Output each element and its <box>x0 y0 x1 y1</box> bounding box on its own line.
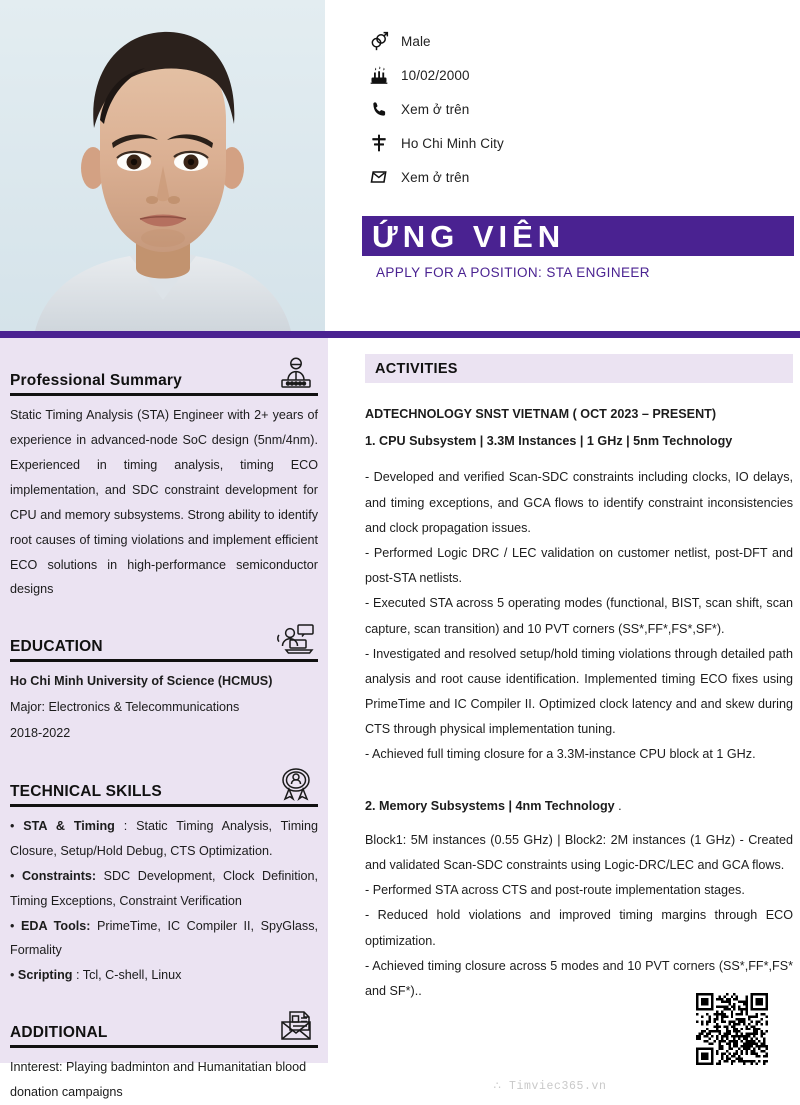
section-rule <box>10 1045 318 1048</box>
footer-watermark <box>0 1078 800 1093</box>
section-title-additional: ADDITIONAL <box>10 1024 108 1042</box>
activities-title: ACTIVITIES <box>375 360 458 377</box>
section-education <box>10 620 318 746</box>
activity-bullet: - Executed STA across 5 operating modes (functional, BIST, scan shift, scan capture, scan transition) and 10 PVT corners (SS*,FF*,FS*,SF*). <box>365 596 793 636</box>
activities-role-2 <box>365 794 793 819</box>
qr-code[interactable] <box>696 993 768 1065</box>
activity-bullet: - Achieved timing closure across 5 modes and 10 PVT corners (SS*,FF*,FS* and SF*).. <box>365 958 793 998</box>
contact-value-gender: Male <box>401 33 431 49</box>
birthday-icon <box>368 64 390 86</box>
activities-header <box>365 354 793 383</box>
education-icon <box>274 620 318 656</box>
section-title-education: EDUCATION <box>10 638 103 656</box>
candidate-banner <box>362 216 794 256</box>
skill-label: EDA Tools: <box>20 918 91 933</box>
skill-label: STA & Timing <box>23 818 115 833</box>
email-icon <box>368 166 390 188</box>
skill-value: SDC Development, Clock Definition, Timing Exceptions, Constraint Verification <box>10 868 318 908</box>
sidebar <box>0 338 328 1100</box>
contact-value-birthday: 10/02/2000 <box>401 67 470 83</box>
skill-label: Constraints: <box>21 868 97 883</box>
section-rule <box>10 393 318 396</box>
activity-bullet: - Performed Logic DRC / LEC validation on customer netlist, post-DFT and post-STA netlists. <box>365 545 793 586</box>
skill-sep: : <box>114 818 137 833</box>
skill-sep: : <box>72 968 83 983</box>
contact-row-address <box>368 126 788 160</box>
profile-icon <box>274 354 318 390</box>
activity-bullet: - Achieved full timing closure for a 3.3M-instance CPU block at 1 GHz. <box>365 747 756 762</box>
section-title-technical-skills: TECHNICAL SKILLS <box>10 782 162 800</box>
section-gap <box>365 768 793 794</box>
activity-bullet: - Investigated and resolved setup/hold timing violations through detailed path analysis and root cause identification. Implemented timing ECO fixes using PrimeTime and IC Compiler II. Optimized clock latency and and skew during CTS through physical implementation tuning. <box>365 646 793 737</box>
contact-row-gender <box>368 24 788 58</box>
position-subtitle: APPLY FOR A POSITION: STA ENGINEER <box>376 265 650 280</box>
award-icon <box>274 765 318 801</box>
section-rule <box>10 804 318 807</box>
activity-bullet: Block1: 5M instances (0.55 GHz) | Block2: 2M instances (1 GHz) - Created and validated Scan-SDC constraints using Logic-DRC/LEC and GCA flows. <box>365 832 793 872</box>
skill-item: • EDA Tools: PrimeTime, IC Compiler II, SpyGlass, Formality <box>10 918 318 958</box>
skill-label: Scripting <box>17 968 73 983</box>
address-icon <box>368 132 390 154</box>
education-years: 2018-2022 <box>10 726 71 740</box>
skill-item: • STA & Timing : Static Timing Analysis, Timing Closure, Setup/Hold Debug, CTS Optimization. <box>10 818 318 858</box>
contact-list <box>368 24 788 194</box>
activity-bullet: - Performed STA across CTS and post-route implementation stages. <box>365 883 745 898</box>
contact-value-phone: Xem ở trên <box>401 101 470 117</box>
contact-row-phone <box>368 92 788 126</box>
skill-value: PrimeTime, IC Compiler II, SpyGlass, Formality <box>10 918 318 958</box>
skill-value: Static Timing Analysis, Timing Closure, Setup/Hold Debug, CTS Optimization. <box>10 818 318 858</box>
activities-role-2-label: 2. Memory Subsystems | 4nm Technology <box>365 798 615 813</box>
candidate-photo <box>0 0 325 331</box>
activities-role-2-suffix: . <box>614 798 622 813</box>
education-major: Major: Electronics & Telecommunications <box>10 700 240 715</box>
skill-item: • Constraints: SDC Development, Clock Definition, Timing Exceptions, Constraint Verification <box>10 868 318 908</box>
contact-row-email <box>368 160 788 194</box>
section-rule <box>10 659 318 662</box>
contact-row-birthday <box>368 58 788 92</box>
section-professional-summary <box>10 354 318 602</box>
activities-company: ADTECHNOLOGY SNST VIETNAM ( OCT 2023 – PRESENT) <box>365 407 717 421</box>
mail-icon <box>274 1006 318 1042</box>
activity-bullet: - Reduced hold violations and improved timing margins through ECO optimization. <box>365 908 793 948</box>
activities-column <box>365 354 793 1004</box>
additional-text: Innterest: Playing badminton and Humanitatian blood donation campaigns <box>10 1060 307 1100</box>
activities-body <box>365 402 793 1004</box>
activities-role-1: 1. CPU Subsystem | 3.3M Instances | 1 GHz | 5nm Technology <box>365 434 733 449</box>
skill-sep <box>96 869 104 883</box>
skill-item: • Scripting : Tcl, C-shell, Linux <box>10 968 182 983</box>
section-title-professional-summary: Professional Summary <box>10 372 182 389</box>
footer-watermark-text: ∴ Timviec365.vn <box>493 1080 607 1093</box>
contact-value-address: Ho Chi Minh City <box>401 135 504 151</box>
header-divider <box>0 331 800 338</box>
professional-summary-text: Static Timing Analysis (STA) Engineer with 2+ years of experience in advanced-node SoC design (5nm/4nm). Experienced in timing analysis, timing ECO implementation, and SDC constraint development for CPU and memory subsystems. Strong ability to identify root causes of timing violations and implement efficient ECO solutions in high-performance semiconductor designs <box>10 408 318 597</box>
activity-bullet: - Developed and verified Scan-SDC constraints including clocks, IO delays, and timing exceptions, and GCA flows to identify constraint inconsistencies and clock propagation issues. <box>365 470 793 535</box>
phone-icon <box>368 98 390 120</box>
skills-list <box>10 814 318 988</box>
banner-title: ỨNG VIÊN <box>372 218 566 254</box>
gender-icon <box>368 30 390 52</box>
skill-value: Tcl, C-shell, Linux <box>82 968 182 983</box>
education-school: Ho Chi Minh University of Science (HCMUS) <box>10 674 273 689</box>
contact-value-email: Xem ở trên <box>401 169 470 185</box>
section-technical-skills <box>10 765 318 988</box>
